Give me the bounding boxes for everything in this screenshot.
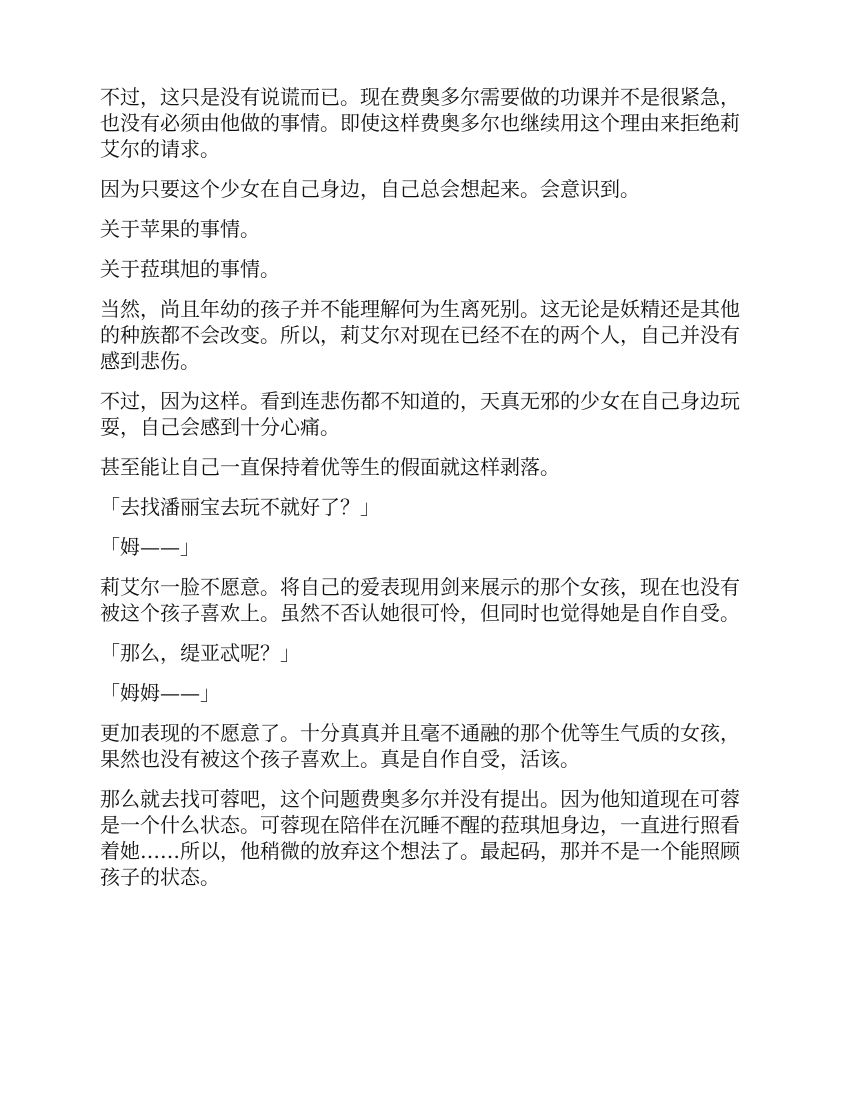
dialogue-line: 「那么，缇亚忒呢？」: [100, 641, 300, 665]
dialogue-line: 「姆姆——」: [100, 681, 220, 705]
paragraph: 关于菈琪旭的事情。: [100, 257, 280, 281]
paragraph: 甚至能让自己一直保持着优等生的假面就这样剥落。: [100, 455, 560, 479]
paragraph: 不过，这只是没有说谎而已。现在费奥多尔需要做的功课并不是很紧急，也没有必须由他做的事情。即使这样费奥多尔也继续用这个理由来拒绝莉艾尔的请求。: [100, 85, 740, 161]
paragraph: 因为只要这个少女在自己身边，自己总会想起来。会意识到。: [100, 177, 640, 201]
paragraph: 莉艾尔一脸不愿意。将自己的爱表现用剑来展示的那个女孩，现在也没有被这个孩子喜欢上。虽然不否认她很可怜，但同时也觉得她是自作自受。: [100, 575, 740, 625]
paragraph: 那么就去找可蓉吧，这个问题费奥多尔并没有提出。因为他知道现在可蓉是一个什么状态。可蓉现在陪伴在沉睡不醒的菈琪旭身边，一直进行照看着她……所以，他稍微的放弃这个想法了。最起码，那并不是一个能照顾孩子的状态。: [100, 787, 740, 889]
paragraph: 不过，因为这样。看到连悲伤都不知道的，天真无邪的少女在自己身边玩耍，自己会感到十分心痛。: [100, 389, 740, 439]
paragraph: 当然，尚且年幼的孩子并不能理解何为生离死别。这无论是妖精还是其他的种族都不会改变。所以，莉艾尔对现在已经不在的两个人，自己并没有感到悲伤。: [100, 297, 740, 373]
paragraph: 关于苹果的事情。: [100, 217, 260, 241]
paragraph: 更加表现的不愿意了。十分真真并且毫不通融的那个优等生气质的女孩，果然也没有被这个孩子喜欢上。真是自作自受，活该。: [100, 721, 740, 771]
document-page: [100, 84, 750, 904]
dialogue-line: 「姆——」: [100, 535, 200, 559]
dialogue-line: 「去找潘丽宝去玩不就好了？」: [100, 495, 380, 519]
